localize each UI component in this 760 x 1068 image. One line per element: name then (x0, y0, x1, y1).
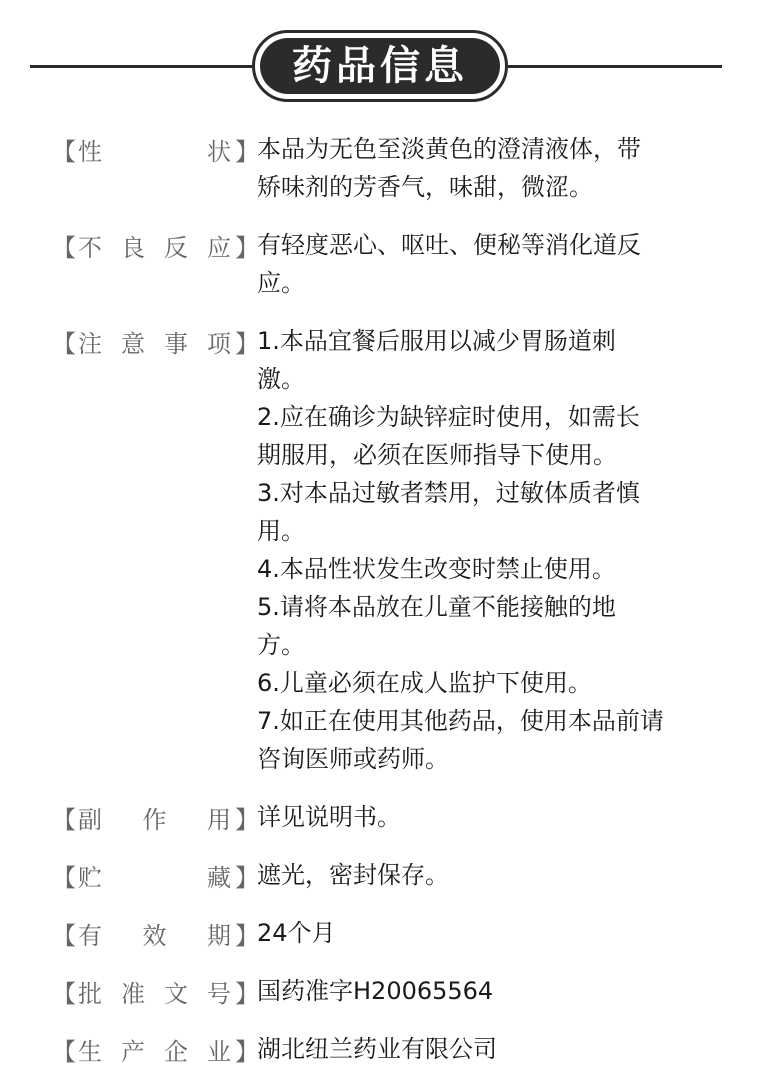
label-char: 效 (142, 921, 167, 950)
row-label-text (74, 974, 235, 1009)
row-label (52, 226, 257, 264)
label-char: 文 (164, 979, 188, 1008)
bracket-open: 【 (52, 805, 76, 834)
value-line: 1.本品宜餐后服用以减少胃肠道刺 (257, 327, 616, 355)
bracket-open: 【 (52, 233, 76, 262)
row-label (52, 972, 257, 1010)
label-char: 应 (207, 233, 231, 262)
bracket-close: 】 (235, 863, 259, 892)
label-char: 注 (78, 329, 102, 358)
bracket-close: 】 (235, 979, 259, 1008)
value-line: 有轻度恶心、呕吐、便秘等消化道反 (257, 231, 641, 259)
value-line: 国药准字H20065564 (257, 977, 494, 1005)
label-char: 事 (164, 329, 188, 358)
header-divider-right (508, 65, 722, 68)
label-char: 反 (164, 233, 188, 262)
row-label-text (74, 858, 235, 893)
value-line: 4.本品性状发生改变时禁止使用。 (257, 555, 616, 583)
label-char: 良 (121, 233, 145, 262)
row-label-text (74, 228, 235, 263)
bracket-close: 】 (235, 329, 259, 358)
value-line: 3.对本品过敏者禁用，过敏体质者慎 (257, 479, 640, 507)
value-line: 咨询医师或药师。 (257, 745, 449, 773)
row-value (257, 856, 707, 894)
value-line: 方。 (257, 631, 305, 659)
value-line: 期服用，必须在医师指导下使用。 (257, 441, 617, 469)
row-label (52, 798, 257, 836)
row-label-text (74, 132, 235, 167)
row-value (257, 798, 707, 836)
label-char: 企 (164, 1037, 188, 1066)
label-char: 生 (78, 1037, 102, 1066)
row-label (52, 1030, 257, 1068)
bracket-open: 【 (52, 979, 76, 1008)
label-char: 性 (78, 137, 102, 166)
bracket-close: 】 (235, 233, 259, 262)
label-char: 用 (207, 805, 231, 834)
row-label (52, 322, 257, 360)
row-label (52, 914, 257, 952)
label-char: 产 (121, 1037, 145, 1066)
label-char: 准 (121, 979, 145, 1008)
row-value (257, 130, 707, 206)
bracket-open: 【 (52, 921, 76, 950)
bracket-open: 【 (52, 1037, 76, 1066)
label-char: 贮 (78, 863, 102, 892)
value-line: 本品为无色至淡黄色的澄清液体，带 (257, 135, 641, 163)
label-char: 期 (207, 921, 231, 950)
value-line: 6.儿童必须在成人监护下使用。 (257, 669, 592, 697)
bracket-close: 】 (235, 1037, 259, 1066)
value-line: 应。 (257, 269, 305, 297)
value-line: 矫味剂的芳香气，味甜，微涩。 (257, 173, 593, 201)
label-char: 项 (207, 329, 231, 358)
label-char: 作 (142, 805, 167, 834)
value-line: 激。 (257, 365, 305, 393)
label-char: 状 (207, 137, 231, 166)
row-value (257, 322, 707, 778)
bracket-close: 】 (235, 921, 259, 950)
label-char: 批 (78, 979, 102, 1008)
value-line: 用。 (257, 517, 305, 545)
label-char: 意 (121, 329, 145, 358)
label-char: 号 (207, 979, 231, 1008)
bracket-open: 【 (52, 863, 76, 892)
label-char: 副 (78, 805, 102, 834)
row-value (257, 1030, 707, 1068)
value-line: 7.如正在使用其他药品，使用本品前请 (257, 707, 664, 735)
label-char: 藏 (207, 863, 231, 892)
label-char: 有 (78, 921, 102, 950)
header-divider-left (30, 65, 252, 68)
bracket-close: 】 (235, 137, 259, 166)
value-line: 详见说明书。 (257, 803, 401, 831)
section-header (0, 30, 760, 102)
row-label-text (74, 916, 235, 951)
bracket-open: 【 (52, 329, 76, 358)
value-line: 2.应在确诊为缺锌症时使用，如需长 (257, 403, 640, 431)
row-label (52, 130, 257, 168)
row-label-text (74, 1032, 235, 1067)
label-char: 不 (78, 233, 102, 262)
value-line: 24个月 (257, 919, 336, 947)
value-line: 5.请将本品放在儿童不能接触的地 (257, 593, 616, 621)
row-label-text (74, 800, 235, 835)
bracket-open: 【 (52, 137, 76, 166)
row-value (257, 914, 707, 952)
row-value (257, 226, 707, 302)
label-char: 业 (207, 1037, 231, 1066)
row-label (52, 856, 257, 894)
row-label-text (74, 324, 235, 359)
bracket-close: 】 (235, 805, 259, 834)
value-line: 湖北纽兰药业有限公司 (257, 1035, 497, 1063)
value-line: 遮光，密封保存。 (257, 861, 449, 889)
page-title: 药品信息 (260, 38, 500, 94)
row-value (257, 972, 707, 1010)
title-badge (252, 30, 508, 102)
